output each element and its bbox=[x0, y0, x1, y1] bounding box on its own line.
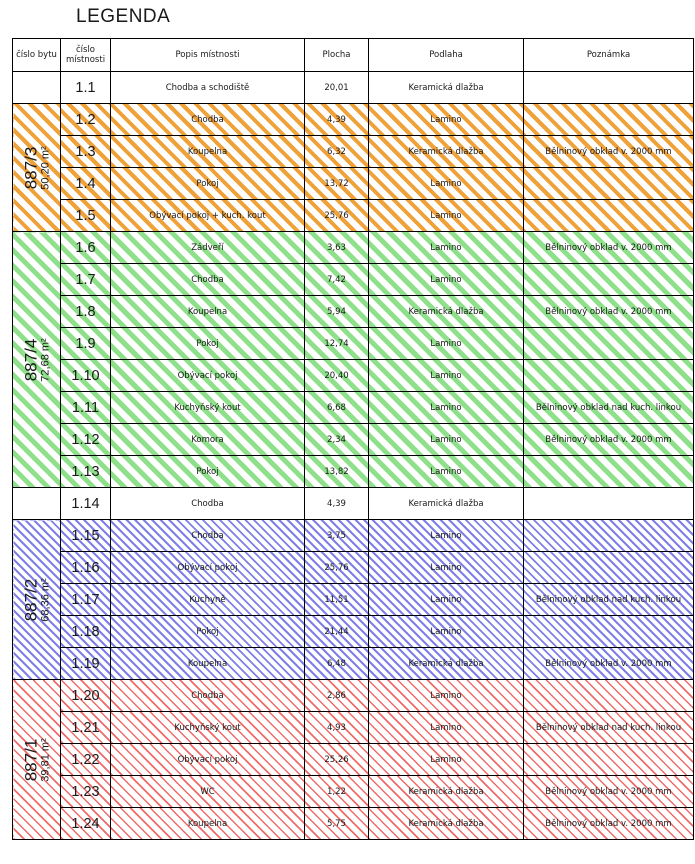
room-area: 2,86 bbox=[305, 680, 369, 712]
room-number: 1.1 bbox=[61, 72, 111, 104]
room-area: 6,32 bbox=[305, 136, 369, 168]
header-note: Poznámka bbox=[524, 39, 694, 72]
room-area: 1,22 bbox=[305, 776, 369, 808]
room-note bbox=[524, 456, 694, 488]
apartment-label bbox=[22, 738, 51, 781]
room-number: 1.15 bbox=[61, 520, 111, 552]
room-floor: Lamino bbox=[369, 104, 524, 136]
room-area: 20,01 bbox=[305, 72, 369, 104]
room-number: 1.24 bbox=[61, 808, 111, 840]
room-note bbox=[524, 264, 694, 296]
room-floor: Keramická dlažba bbox=[369, 808, 524, 840]
table-row bbox=[13, 392, 694, 424]
room-number: 1.6 bbox=[61, 232, 111, 264]
room-number: 1.20 bbox=[61, 680, 111, 712]
room-description: Pokoj bbox=[111, 328, 305, 360]
room-note bbox=[524, 360, 694, 392]
room-area: 2,34 bbox=[305, 424, 369, 456]
room-floor: Lamino bbox=[369, 200, 524, 232]
room-floor: Lamino bbox=[369, 584, 524, 616]
room-note bbox=[524, 616, 694, 648]
room-number: 1.22 bbox=[61, 744, 111, 776]
room-description: Komora bbox=[111, 424, 305, 456]
apartment-cell-empty bbox=[13, 488, 61, 520]
room-description: Obývací pokoj bbox=[111, 360, 305, 392]
table-row bbox=[13, 680, 694, 712]
room-note bbox=[524, 680, 694, 712]
room-area: 3,63 bbox=[305, 232, 369, 264]
room-floor: Keramická dlažba bbox=[369, 776, 524, 808]
legend-table bbox=[12, 38, 694, 840]
room-number: 1.12 bbox=[61, 424, 111, 456]
room-description: Chodba a schodiště bbox=[111, 72, 305, 104]
room-note: Bělninový obklad v. 2000 mm bbox=[524, 296, 694, 328]
table-row bbox=[13, 72, 694, 104]
room-area: 6,68 bbox=[305, 392, 369, 424]
room-note bbox=[524, 328, 694, 360]
header-description: Popis místnosti bbox=[111, 39, 305, 72]
apartment-id: 887/4 bbox=[20, 338, 40, 381]
header-floor: Podlaha bbox=[369, 39, 524, 72]
room-note bbox=[524, 744, 694, 776]
room-area: 13,72 bbox=[305, 168, 369, 200]
apartment-label bbox=[22, 338, 51, 381]
apartment-cell bbox=[13, 232, 61, 488]
room-floor: Lamino bbox=[369, 328, 524, 360]
room-description: Chodba bbox=[111, 264, 305, 296]
table-row bbox=[13, 584, 694, 616]
room-note: Bělninový obklad v. 2000 mm bbox=[524, 808, 694, 840]
table-row bbox=[13, 424, 694, 456]
room-note bbox=[524, 168, 694, 200]
room-description: Pokoj bbox=[111, 168, 305, 200]
table-row bbox=[13, 232, 694, 264]
room-number: 1.14 bbox=[61, 488, 111, 520]
room-description: Koupelna bbox=[111, 808, 305, 840]
room-floor: Keramická dlažba bbox=[369, 488, 524, 520]
room-note: Bělninový obklad v. 2000 mm bbox=[524, 776, 694, 808]
room-number: 1.23 bbox=[61, 776, 111, 808]
room-note: Bělninový obklad v. 2000 mm bbox=[524, 424, 694, 456]
table-row bbox=[13, 104, 694, 136]
room-floor: Lamino bbox=[369, 520, 524, 552]
room-number: 1.2 bbox=[61, 104, 111, 136]
room-area: 4,39 bbox=[305, 104, 369, 136]
room-description: Obývací pokoj + kuch. kout bbox=[111, 200, 305, 232]
table-row bbox=[13, 648, 694, 680]
room-description: Koupelna bbox=[111, 136, 305, 168]
room-area: 5,75 bbox=[305, 808, 369, 840]
header-room-number: číslo místnosti bbox=[61, 39, 111, 72]
room-number: 1.10 bbox=[61, 360, 111, 392]
header-apartment: číslo bytu bbox=[13, 39, 61, 72]
room-description: Obývací pokoj bbox=[111, 552, 305, 584]
room-area: 20,40 bbox=[305, 360, 369, 392]
table-row bbox=[13, 776, 694, 808]
room-note bbox=[524, 200, 694, 232]
header-area: Plocha bbox=[305, 39, 369, 72]
apartment-id: 887/2 bbox=[20, 578, 40, 621]
apartment-cell-empty bbox=[13, 72, 61, 104]
room-floor: Keramická dlažba bbox=[369, 72, 524, 104]
room-description: Koupelna bbox=[111, 648, 305, 680]
table-row bbox=[13, 360, 694, 392]
room-area: 4,39 bbox=[305, 488, 369, 520]
table-row bbox=[13, 744, 694, 776]
room-note: Bělninový obklad v. 2000 mm bbox=[524, 648, 694, 680]
room-description: Koupelna bbox=[111, 296, 305, 328]
room-note: Bělninový obklad v. 2000 mm bbox=[524, 232, 694, 264]
room-number: 1.8 bbox=[61, 296, 111, 328]
room-floor: Lamino bbox=[369, 232, 524, 264]
table-row bbox=[13, 200, 694, 232]
room-area: 25,26 bbox=[305, 744, 369, 776]
room-area: 4,93 bbox=[305, 712, 369, 744]
room-area: 6,48 bbox=[305, 648, 369, 680]
room-area: 5,94 bbox=[305, 296, 369, 328]
room-area: 25,76 bbox=[305, 200, 369, 232]
room-floor: Lamino bbox=[369, 552, 524, 584]
table-row bbox=[13, 488, 694, 520]
apartment-label bbox=[22, 146, 51, 189]
room-note: Bělninový obklad nad kuch. linkou bbox=[524, 584, 694, 616]
table-row bbox=[13, 712, 694, 744]
room-floor: Keramická dlažba bbox=[369, 136, 524, 168]
room-floor: Lamino bbox=[369, 680, 524, 712]
room-floor: Lamino bbox=[369, 392, 524, 424]
room-number: 1.13 bbox=[61, 456, 111, 488]
room-floor: Lamino bbox=[369, 424, 524, 456]
room-note: Bělninový obklad nad kuch. linkou bbox=[524, 712, 694, 744]
room-area: 21,44 bbox=[305, 616, 369, 648]
room-area: 25,76 bbox=[305, 552, 369, 584]
table-row bbox=[13, 808, 694, 840]
room-description: Chodba bbox=[111, 520, 305, 552]
room-number: 1.9 bbox=[61, 328, 111, 360]
apartment-cell bbox=[13, 680, 61, 840]
room-number: 1.19 bbox=[61, 648, 111, 680]
apartment-cell bbox=[13, 520, 61, 680]
table-row bbox=[13, 520, 694, 552]
table-row bbox=[13, 456, 694, 488]
header-row bbox=[13, 39, 694, 72]
legend-title: LEGENDA bbox=[76, 6, 171, 27]
room-description: Pokoj bbox=[111, 616, 305, 648]
room-note bbox=[524, 552, 694, 584]
room-number: 1.3 bbox=[61, 136, 111, 168]
table-row bbox=[13, 264, 694, 296]
room-note bbox=[524, 72, 694, 104]
table-row bbox=[13, 328, 694, 360]
apartment-id: 887/1 bbox=[20, 738, 40, 781]
room-floor: Lamino bbox=[369, 744, 524, 776]
room-area: 11,51 bbox=[305, 584, 369, 616]
room-description: Pokoj bbox=[111, 456, 305, 488]
room-floor: Keramická dlažba bbox=[369, 648, 524, 680]
room-area: 7,42 bbox=[305, 264, 369, 296]
room-description: WC bbox=[111, 776, 305, 808]
room-note: Bělninový obklad v. 2000 mm bbox=[524, 136, 694, 168]
room-floor: Lamino bbox=[369, 712, 524, 744]
room-number: 1.18 bbox=[61, 616, 111, 648]
room-description: Chodba bbox=[111, 488, 305, 520]
room-number: 1.16 bbox=[61, 552, 111, 584]
room-number: 1.21 bbox=[61, 712, 111, 744]
room-number: 1.5 bbox=[61, 200, 111, 232]
room-number: 1.7 bbox=[61, 264, 111, 296]
room-number: 1.11 bbox=[61, 392, 111, 424]
table-row bbox=[13, 552, 694, 584]
apartment-area: 72,68 m² bbox=[38, 337, 51, 382]
room-floor: Lamino bbox=[369, 456, 524, 488]
room-area: 3,75 bbox=[305, 520, 369, 552]
room-number: 1.4 bbox=[61, 168, 111, 200]
table-row bbox=[13, 296, 694, 328]
apartment-label bbox=[22, 578, 51, 621]
room-number: 1.17 bbox=[61, 584, 111, 616]
room-note bbox=[524, 104, 694, 136]
table-row bbox=[13, 136, 694, 168]
room-floor: Lamino bbox=[369, 264, 524, 296]
room-description: Obývací pokoj bbox=[111, 744, 305, 776]
apartment-cell bbox=[13, 104, 61, 232]
apartment-area: 39,81 m² bbox=[38, 737, 51, 782]
room-floor: Lamino bbox=[369, 616, 524, 648]
room-note bbox=[524, 488, 694, 520]
table-row bbox=[13, 168, 694, 200]
room-floor: Lamino bbox=[369, 168, 524, 200]
room-description: Kuchyňský kout bbox=[111, 392, 305, 424]
room-description: Kuchyňský kout bbox=[111, 712, 305, 744]
room-description: Kuchyně bbox=[111, 584, 305, 616]
room-description: Zádveří bbox=[111, 232, 305, 264]
room-floor: Lamino bbox=[369, 360, 524, 392]
apartment-id: 887/3 bbox=[20, 146, 40, 189]
apartment-area: 68,36 m² bbox=[38, 577, 51, 622]
room-description: Chodba bbox=[111, 104, 305, 136]
room-note: Bělninový obklad nad kuch. linkou bbox=[524, 392, 694, 424]
room-description: Chodba bbox=[111, 680, 305, 712]
apartment-area: 50,20 m² bbox=[38, 145, 51, 190]
table-row bbox=[13, 616, 694, 648]
room-area: 13,82 bbox=[305, 456, 369, 488]
room-floor: Keramická dlažba bbox=[369, 296, 524, 328]
room-note bbox=[524, 520, 694, 552]
room-area: 12,74 bbox=[305, 328, 369, 360]
